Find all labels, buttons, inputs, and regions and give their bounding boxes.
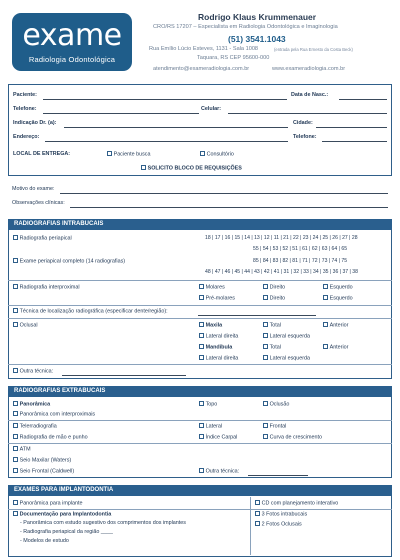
option-total-maxila[interactable]: Total (263, 322, 281, 329)
divider (8, 318, 392, 319)
option-exame-completo[interactable]: Exame periapical completo (14 radiografias) (13, 258, 125, 265)
option-documentacao[interactable]: Documentação para Implantodontia (13, 511, 111, 518)
option-panoramica[interactable]: Panorâmica (13, 401, 50, 408)
divider-vertical (250, 497, 251, 555)
option-esquerdo-molares[interactable]: Esquerdo (323, 284, 353, 291)
field-endereco[interactable] (45, 141, 288, 142)
option-fotos-intrabucais[interactable]: 3 Fotos intrabucais (255, 511, 307, 518)
option-molares[interactable]: Molares (199, 284, 225, 291)
checkbox[interactable] (13, 368, 18, 373)
option-lateral-esquerda-mandibula[interactable]: Lateral esquerda (263, 355, 310, 362)
label-data-nasc: Data de Nasc.: (291, 92, 329, 98)
option-esquerdo-premolares[interactable]: Esquerdo (323, 295, 353, 302)
option-periapical[interactable]: Radiografia periapical (13, 235, 72, 242)
divider (8, 280, 392, 281)
checkbox[interactable] (263, 333, 268, 338)
option-lateral-direita-mandibula[interactable]: Lateral direita (199, 355, 238, 362)
checkbox[interactable] (13, 284, 18, 289)
option-lateral[interactable]: Lateral (199, 423, 222, 430)
divider (8, 305, 392, 306)
option-direito-premolares[interactable]: Direito (263, 295, 285, 302)
checkbox[interactable] (323, 295, 328, 300)
checkbox[interactable] (13, 401, 18, 406)
option-consultorio[interactable]: Consultório (200, 151, 234, 158)
label-observacoes: Observações clínicas: (12, 200, 65, 206)
documentacao-item-2: - Radiografia periapical da região ____ (20, 529, 113, 535)
checkbox[interactable] (13, 411, 18, 416)
option-outra-tecnica-extra[interactable]: Outra técnica: (199, 468, 239, 475)
field-tecnica-localizacao[interactable] (198, 315, 316, 316)
option-atm[interactable]: ATM (13, 446, 31, 453)
field-telefone-2[interactable] (322, 141, 387, 142)
checkbox[interactable] (255, 500, 260, 505)
field-telefone[interactable] (43, 113, 199, 114)
checkbox[interactable] (323, 322, 328, 327)
checkbox[interactable] (323, 284, 328, 289)
checkbox[interactable] (13, 322, 18, 327)
option-frontal[interactable]: Frontal (263, 423, 286, 430)
checkbox[interactable] (13, 434, 18, 439)
checkbox[interactable] (199, 423, 204, 428)
checkbox[interactable] (199, 284, 204, 289)
address-note: (entrada pela Rua Ernesto da Costa Beck) (274, 47, 353, 52)
divider (8, 509, 392, 510)
option-oclusal[interactable]: Oclusal (13, 322, 38, 329)
option-interproximal[interactable]: Radiografia interproximal (13, 284, 80, 291)
divider (8, 443, 392, 444)
exame-logo (12, 13, 132, 71)
checkbox[interactable] (13, 308, 18, 313)
option-anterior-maxila[interactable]: Anterior (323, 322, 348, 329)
extrabucais-title: RADIOGRAFIAS EXTRABUCAIS (8, 386, 392, 397)
checkbox[interactable] (199, 355, 204, 360)
option-panoramica-implante[interactable]: Panorâmica para implante (13, 500, 83, 507)
option-premolares[interactable]: Pré-molares (199, 295, 235, 302)
field-outra-tecnica-extra[interactable] (248, 475, 308, 476)
field-indicacao[interactable] (64, 127, 288, 128)
field-observacoes[interactable] (70, 207, 388, 208)
option-topo[interactable]: Topo (199, 401, 217, 408)
option-outra-tecnica-intra[interactable]: Outra técnica: (13, 368, 53, 375)
email: atendimento@exameradiologia.com.br (153, 66, 250, 72)
field-celular[interactable] (228, 113, 387, 114)
field-data-nasc[interactable] (339, 99, 387, 100)
checkbox[interactable] (107, 151, 112, 156)
field-paciente[interactable] (43, 99, 287, 100)
checkbox[interactable] (199, 401, 204, 406)
checkbox[interactable] (263, 322, 268, 327)
documentacao-item-1: - Panorâmica com estudo sugestivo dos comprimentos dos implantes (20, 520, 186, 526)
checkbox[interactable] (323, 344, 328, 349)
option-fotos-oclusais[interactable]: 2 Fotos Oclusais (255, 521, 302, 528)
checkbox[interactable] (13, 446, 18, 451)
field-outra-tecnica-intra[interactable] (62, 375, 186, 376)
checkbox[interactable] (141, 165, 146, 170)
option-telerradiografia[interactable]: Telerradiografia (13, 423, 57, 430)
checkbox[interactable] (200, 151, 205, 156)
checkbox[interactable] (255, 521, 260, 526)
logo-subtitle: Radiologia Odontológica (28, 55, 116, 64)
option-seio-maxilar[interactable]: Seio Maxilar (Waters) (13, 457, 71, 464)
label-motivo: Motivo do exame: (12, 186, 55, 192)
teeth-row-2: 55 | 54 | 53 | 52 | 51 | 61 | 62 | 63 | 64 | 65 (253, 246, 348, 252)
teeth-row-1: 18 | 17 | 16 | 15 | 14 | 13 | 12 | 11 | 21 | 22 | 23 | 24 | 25 | 26 | 27 | 28 (205, 235, 358, 241)
field-motivo[interactable] (60, 193, 388, 194)
label-cidade: Cidade: (293, 120, 313, 126)
label-celular: Celular: (201, 106, 222, 112)
checkbox[interactable] (13, 457, 18, 462)
option-tecnica-localizacao[interactable]: Técnica de localização radiográfica (especificar dente/região): (13, 308, 168, 315)
checkbox[interactable] (263, 295, 268, 300)
city: Taquara, RS CEP 95600-000 (197, 55, 270, 61)
option-lateral-direita-maxila[interactable]: Lateral direita (199, 333, 238, 340)
checkbox[interactable] (13, 423, 18, 428)
option-seio-frontal[interactable]: Seio Frontal (Caldwell) (13, 468, 74, 475)
cro-line: CRO/RS 17207 – Especialista em Radiologia Odontológica e Imaginologia (153, 24, 338, 30)
label-paciente: Paciente: (13, 92, 37, 98)
checkbox[interactable] (199, 333, 204, 338)
checkbox[interactable] (13, 258, 18, 263)
checkbox[interactable] (199, 295, 204, 300)
checkbox[interactable] (199, 322, 204, 327)
checkbox[interactable] (199, 344, 204, 349)
website: www.exameradiologia.com.br (272, 66, 346, 72)
checkbox[interactable] (13, 235, 18, 240)
option-lateral-esquerda-maxila[interactable]: Lateral esquerda (263, 333, 310, 340)
documentacao-item-3: - Modelos de estudo (20, 538, 69, 544)
label-telefone-2: Telefone: (293, 134, 317, 140)
checkbox[interactable] (199, 434, 204, 439)
option-total-mandibula[interactable]: Total (263, 344, 281, 351)
option-panoramica-interproximais[interactable]: Panorâmica com interproximais (13, 411, 95, 418)
checkbox[interactable] (263, 401, 268, 406)
checkbox[interactable] (263, 423, 268, 428)
option-solicito-bloco[interactable]: SOLICITO BLOCO DE REQUISIÇÕES (141, 165, 242, 172)
implantodontia-title: EXAMES PARA IMPLANTODONTIA (8, 485, 392, 496)
option-curva-crescimento[interactable]: Curva de crescimento (263, 434, 322, 441)
patient-info-box (8, 84, 392, 176)
label-telefone: Telefone: (13, 106, 37, 112)
option-maxila[interactable]: Maxila (199, 322, 222, 329)
option-cd-planejamento[interactable]: CD com planejamento interativo (255, 500, 338, 507)
address: Rua Emílio Lúcio Esteves, 1131 - Sala 1008 (149, 46, 259, 52)
checkbox[interactable] (255, 511, 260, 516)
option-indice-carpal[interactable]: Índice Carpal (199, 434, 237, 441)
checkbox[interactable] (199, 468, 204, 473)
divider (8, 364, 392, 365)
logo-word: exame (22, 18, 122, 53)
intrabucais-title: RADIOGRAFIAS INTRABUCAIS (8, 219, 392, 230)
checkbox[interactable] (13, 500, 18, 505)
field-cidade[interactable] (316, 127, 387, 128)
doctor-name: Rodrigo Klaus Krummenauer (198, 12, 317, 22)
teeth-row-4: 48 | 47 | 46 | 45 | 44 | 43 | 42 | 41 | 31 | 32 | 33 | 34 | 35 | 36 | 37 | 38 (205, 269, 358, 275)
option-mao-punho[interactable]: Radiografia de mão e punho (13, 434, 88, 441)
label-indicacao: Indicação Dr. (a): (13, 120, 57, 126)
teeth-row-3: 85 | 84 | 83 | 82 | 81 | 71 | 72 | 73 | 74 | 75 (253, 258, 348, 264)
checkbox[interactable] (263, 284, 268, 289)
label-local-entrega: LOCAL DE ENTREGA: (13, 151, 71, 157)
checkbox[interactable] (263, 434, 268, 439)
checkbox[interactable] (13, 511, 18, 516)
label-endereco: Endereço: (13, 134, 40, 140)
option-anterior-mandibula[interactable]: Anterior (323, 344, 348, 351)
option-direito-molares[interactable]: Direito (263, 284, 285, 291)
checkbox[interactable] (263, 344, 268, 349)
divider (8, 420, 392, 421)
option-paciente-busca[interactable]: Paciente busca (107, 151, 150, 158)
option-mandibula[interactable]: Mandíbula (199, 344, 232, 351)
checkbox[interactable] (13, 468, 18, 473)
option-oclusao[interactable]: Oclusão (263, 401, 289, 408)
phone: (51) 3541.1043 (228, 34, 286, 44)
checkbox[interactable] (263, 355, 268, 360)
